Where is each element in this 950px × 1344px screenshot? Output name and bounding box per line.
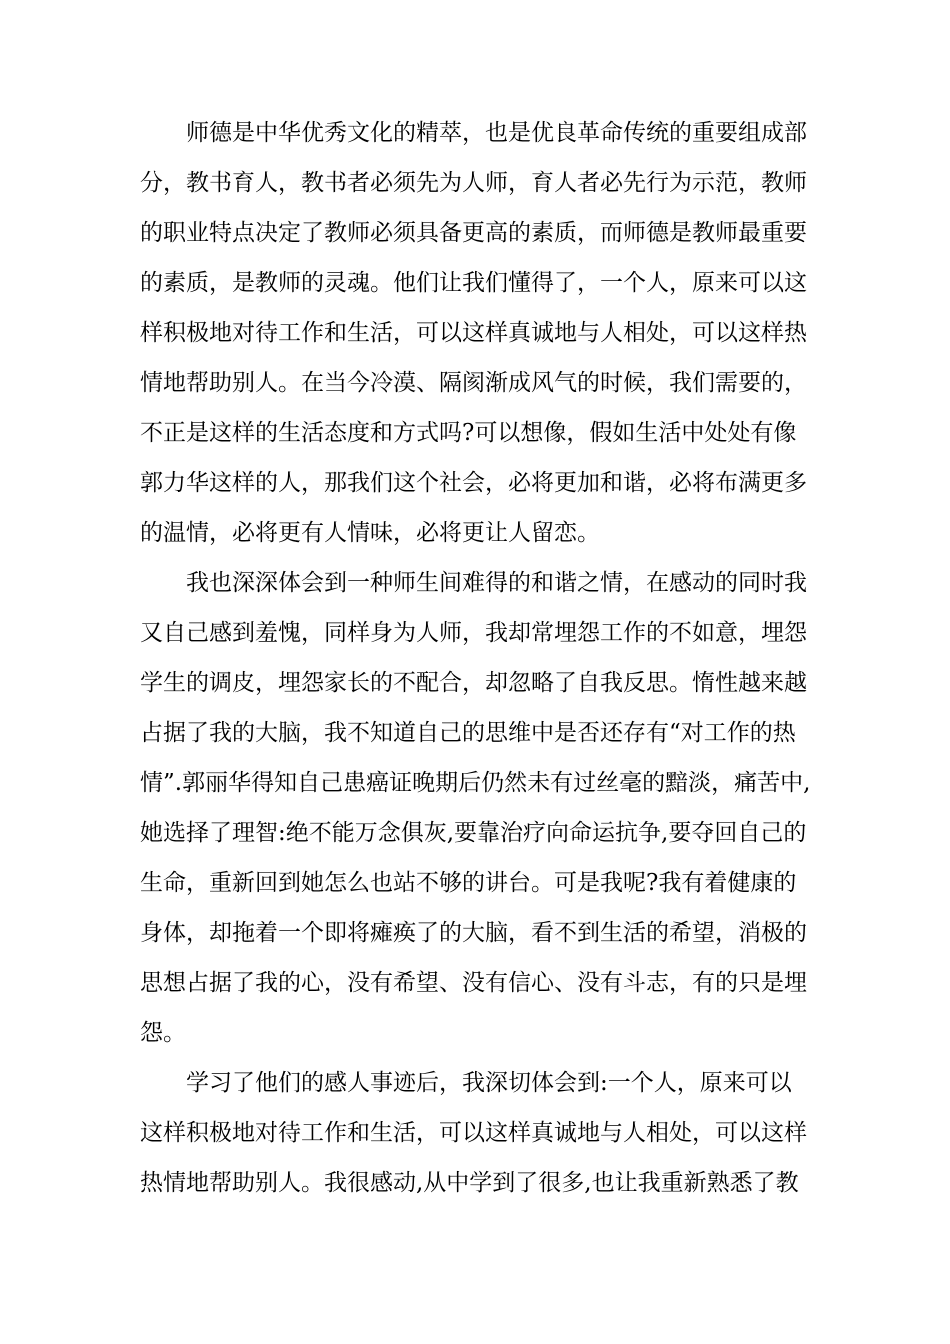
text-line: 学生的调皮，埋怨家长的不配合，却忽略了自我反思。惰性越来越 [140, 670, 807, 696]
document-body [140, 108, 822, 1208]
paragraph-3 [140, 1058, 822, 1208]
text-line: 郭力华这样的人，那我们这个社会，必将更加和谐，必将布满更多 [140, 470, 807, 496]
text-line: 思想占据了我的心，没有希望、没有信心、没有斗志，有的只是埋 [140, 970, 807, 996]
text-line: 的素质，是教师的灵魂。他们让我们懂得了，一个人，原来可以这 [140, 270, 807, 296]
text-line: 分，教书育人，教书者必须先为人师，育人者必先行为示范，教师 [140, 170, 807, 196]
text-line: 的职业特点决定了教师必须具备更高的素质，而师德是教师最重要 [140, 220, 807, 246]
text-line: 不正是这样的生活态度和方式吗?可以想像，假如生活中处处有像 [140, 420, 797, 446]
text-line: 她选择了理智:绝不能万念俱灰,要靠治疗向命运抗争,要夺回自己的 [140, 820, 807, 846]
text-line: 学习了他们的感人事迹后，我深切体会到:一个人，原来可以 [186, 1070, 792, 1096]
text-line: 生命，重新回到她怎么也站不够的讲台。可是我呢?我有着健康的 [140, 870, 797, 896]
text-line: 我也深深体会到一种师生间难得的和谐之情，在感动的同时我 [186, 570, 807, 596]
paragraph-2 [140, 558, 822, 1058]
text-line: 师德是中华优秀文化的精萃，也是优良革命传统的重要组成部 [186, 120, 807, 146]
text-line: 又自己感到羞愧，同样身为人师，我却常埋怨工作的不如意，埋怨 [140, 620, 807, 646]
text-line: 的温情，必将更有人情味，必将更让人留恋。 [140, 520, 600, 546]
text-line: 占据了我的大脑，我不知道自己的思维中是否还存有“对工作的热 [140, 720, 796, 746]
text-line: 热情地帮助别人。我很感动,从中学到了很多,也让我重新熟悉了教 [140, 1170, 799, 1196]
text-line: 怨。 [140, 1020, 186, 1046]
text-line: 这样积极地对待工作和生活，可以这样真诚地与人相处，可以这样 [140, 1120, 807, 1146]
text-line: 样积极地对待工作和生活，可以这样真诚地与人相处，可以这样热 [140, 320, 807, 346]
text-line: 身体，却拖着一个即将瘫痪了的大脑，看不到生活的希望，消极的 [140, 920, 807, 946]
text-line: 情地帮助别人。在当今冷漠、隔阂渐成风气的时候，我们需要的， [140, 370, 807, 396]
paragraph-1 [140, 108, 822, 558]
text-line: 情”.郭丽华得知自己患癌证晚期后仍然未有过丝毫的黯淡，痛苦中, [140, 770, 811, 796]
